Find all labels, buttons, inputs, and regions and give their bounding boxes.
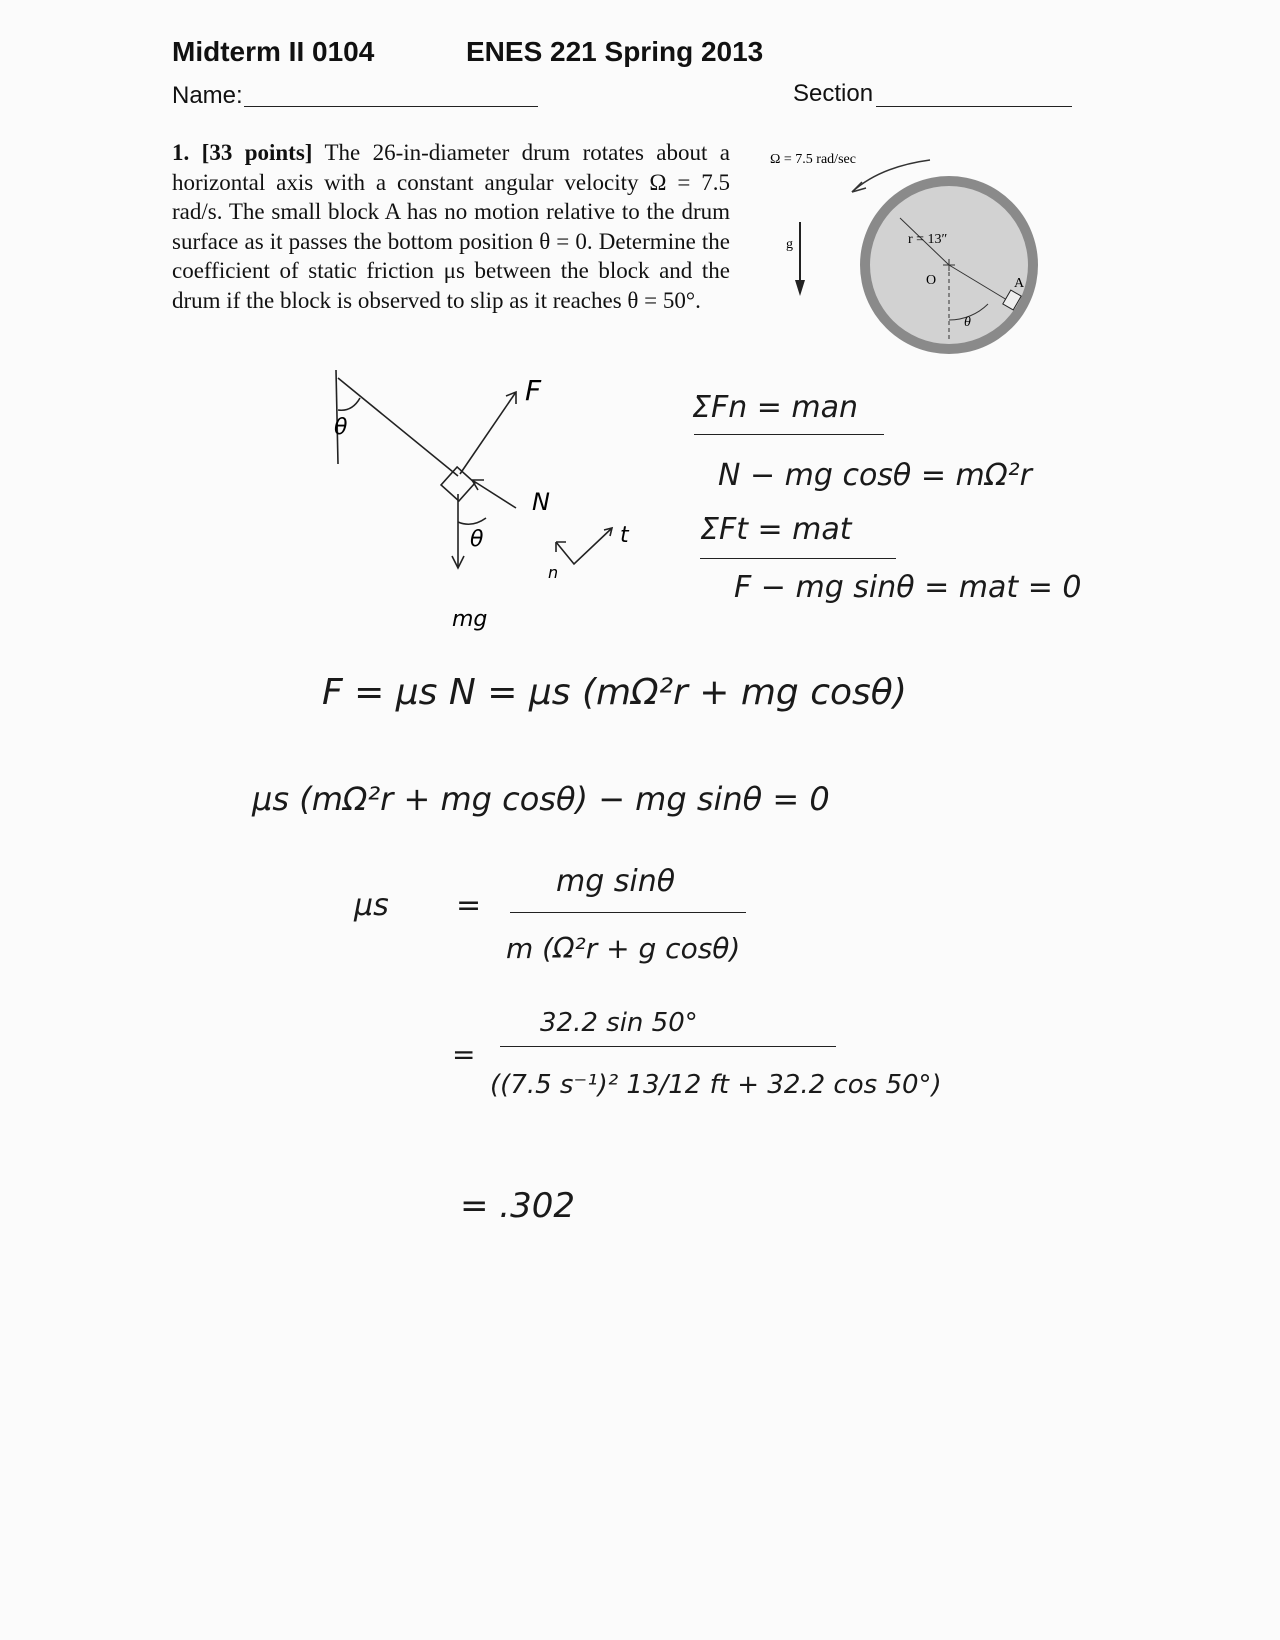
- fbd-theta-arc-top: [338, 398, 360, 410]
- free-body-diagram: [320, 370, 670, 650]
- center-label: O: [926, 273, 937, 288]
- name-field-line: [244, 106, 538, 107]
- equation-sum-ft: ΣFt = mat: [700, 512, 852, 547]
- equals-sign-2: =: [452, 1038, 476, 1071]
- fbd-t-label: t: [620, 523, 629, 548]
- drum-figure: [760, 140, 1060, 380]
- section-label: Section: [793, 80, 874, 107]
- fraction2-denominator: ((7.5 s⁻¹)² 13/12 ft + 32.2 cos 50°): [490, 1070, 942, 1100]
- fbd-theta-bottom: θ: [470, 527, 484, 552]
- radius-label: r = 13″: [908, 232, 948, 247]
- equation-friction: F = μs N = μs (mΩ²r + mg cosθ): [322, 672, 907, 713]
- problem-points: [33 points]: [201, 140, 313, 165]
- name-label: Name:: [172, 82, 243, 109]
- equation-sum-fn: ΣFn = man: [692, 390, 859, 425]
- fbd-axes: [556, 528, 612, 564]
- equation-underline-1: [694, 434, 884, 435]
- fraction2-bar: [500, 1046, 836, 1047]
- course-title: ENES 221 Spring 2013: [466, 36, 764, 67]
- fbd-force-f: [460, 392, 516, 474]
- fbd-n-label: N: [532, 488, 550, 516]
- problem-text: The 26-in-diameter drum rotates about a horizontal axis with a constant angular velocity Ω = 7.5 rad/s. The small block A has no motion relative to the drum surface as it passes the bottom position θ = 0. Determine the coefficient of static friction μs between the block and the drum if the block is observed to slip as it reaches θ = 50°.: [172, 140, 730, 313]
- fbd-theta-top: θ: [334, 415, 348, 440]
- problem-statement: [172, 138, 730, 315]
- gravity-label: g: [786, 237, 793, 252]
- omega-label: Ω = 7.5 rad/sec: [770, 152, 856, 167]
- section-field-line: [876, 106, 1072, 107]
- mu-lhs: μs: [354, 888, 389, 923]
- fbd-radial-line: [338, 378, 458, 476]
- exam-title: Midterm II 0104: [172, 36, 375, 67]
- fraction2-numerator: 32.2 sin 50°: [540, 1008, 698, 1038]
- final-result: = .302: [460, 1186, 575, 1226]
- gravity-arrowhead: [795, 280, 805, 296]
- fraction1-bar: [510, 912, 746, 913]
- fbd-theta-arc-bottom: [458, 518, 486, 524]
- problem-number: 1.: [172, 140, 190, 165]
- fraction1-denominator: m (Ω²r + g cosθ): [506, 932, 741, 965]
- equation-normal: N − mg cosθ = mΩ²r: [718, 458, 1033, 493]
- fbd-f-label: F: [525, 374, 542, 407]
- fbd-force-n: [472, 480, 516, 508]
- fbd-n-axis-label: n: [548, 563, 559, 582]
- fraction1-numerator: mg sinθ: [556, 864, 676, 899]
- equals-sign-1: =: [456, 888, 482, 923]
- block-label: A: [1014, 276, 1025, 291]
- fbd-mg-label: mg: [452, 607, 488, 632]
- theta-label: θ: [964, 315, 971, 330]
- equation-equilibrium: μs (mΩ²r + mg cosθ) − mg sinθ = 0: [252, 780, 830, 818]
- equation-underline-2: [700, 558, 896, 559]
- equation-tangential: F − mg sinθ = mat = 0: [734, 570, 1082, 605]
